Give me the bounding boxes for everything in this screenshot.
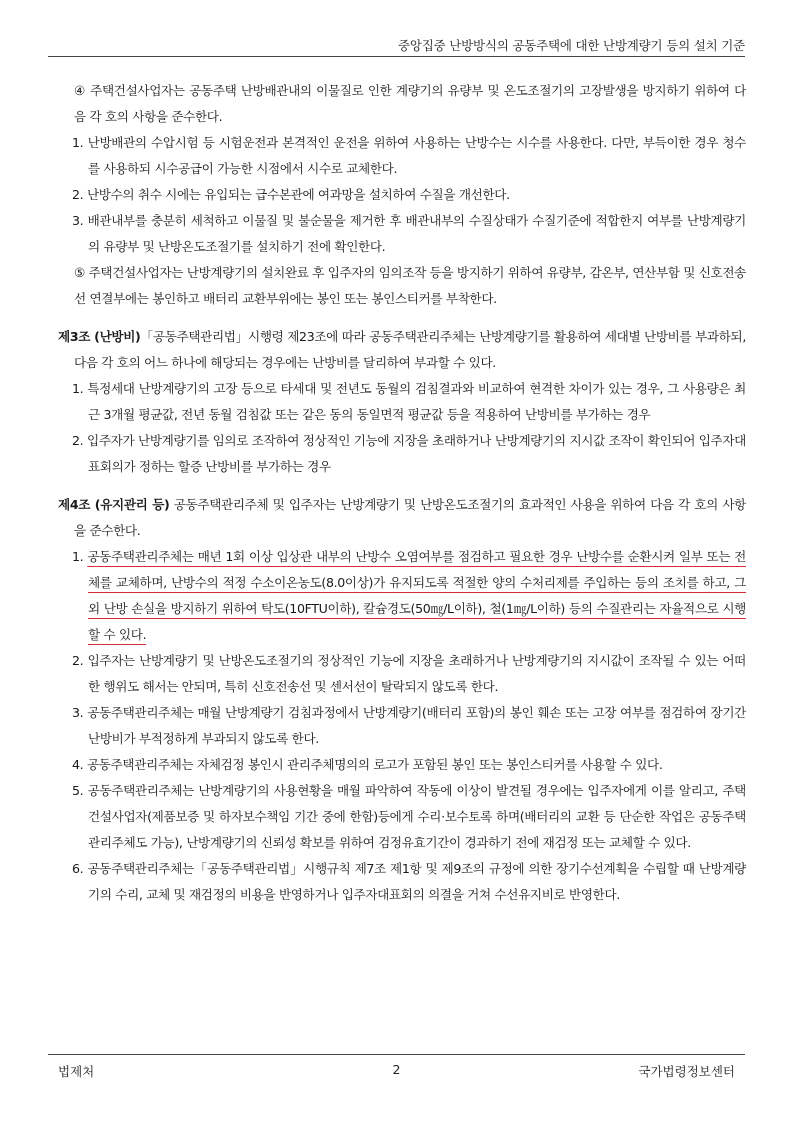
- footer-divider: [48, 1054, 745, 1055]
- article4-item-1-underlined-text: 공동주택관리주체는 매년 1회 이상 입상관 내부의 난방수 오염여부를 점검하고 필요한 경우 난방수를 순환시켜 일부 또는 전체를 교체하며, 난방수의 적정 수소이온농도(8.0이상)가 유지되도록 적절한 양의 수처리제를 주입하는 등의 조치를 하고, 그 외 난방 손실을 방지하기 위하여 탁도(10FTU이하), 칼슘경도(50㎎/L이하), 철(1㎎/L이하) 등의 수질관리는 자율적으로 시행할 수 있다.: [87, 549, 746, 642]
- article2-paragraph-5: ⑤ 주택건설사업자는 난방계량기의 설치완료 후 입주자의 임의조작 등을 방지하기 위하여 유량부, 감온부, 연산부함 및 신호전송선 연결부에는 봉인하고 배터리 교환부위에는 봉인 또는 봉인스티커를 부착한다.: [74, 265, 746, 306]
- article3-heading-paragraph: [58, 324, 746, 376]
- footer-source: 국가법령정보센터: [638, 1064, 735, 1079]
- article3-title: 제3조 (난방비): [58, 329, 141, 344]
- article2-item-2: 2. 난방수의 취수 시에는 유입되는 급수본관에 여과망을 설치하여 수질을 개선한다.: [72, 187, 510, 202]
- article2-item-1: 1. 난방배관의 수압시험 등 시험운전과 본격적인 운전을 위하여 사용하는 난방수는 시수를 사용한다. 다만, 부득이한 경우 청수를 사용하되 시수공급이 가능한 시점에서 시수로 교체한다.: [72, 135, 746, 176]
- article4-item-5: 5. 공동주택관리주체는 난방계량기의 사용현황을 매월 파악하여 작동에 이상이 발견될 경우에는 입주자에게 이를 알리고, 주택건설사업자(제품보증 및 하자보수책임 기간 중에 한함)등에게 수리·보수토록 하며(배터리의 교환 등 단순한 작업은 공동주택관리주체도 가능), 난방계량기의 신뢰성 확보를 위하여 검정유효기간이 경과하기 전에 재검정 또는 교체할 수 있다.: [72, 783, 746, 850]
- article3-item-2: 2. 입주자가 난방계량기를 임의로 조작하여 정상적인 기능에 지장을 초래하거나 난방계량기의 지시값 조작이 확인되어 입주자대표회의가 정하는 할증 난방비를 부가하는 경우: [72, 433, 746, 474]
- article4-title: 제4조 (유지관리 등): [58, 497, 170, 512]
- article4-heading-paragraph: [58, 492, 746, 544]
- article2-paragraph-4: ④ 주택건설사업자는 공동주택 난방배관내의 이물질로 인한 계량기의 유량부 및 온도조절기의 고장발생을 방지하기 위하여 다음 각 호의 사항을 준수한다.: [74, 83, 746, 124]
- article4-item-4: 4. 공동주택관리주체는 자체검정 봉인시 관리주체명의의 로고가 포함된 봉인 또는 봉인스티커를 사용할 수 있다.: [72, 757, 663, 772]
- article2-item-3: 3. 배관내부를 충분히 세척하고 이물질 및 불순물을 제거한 후 배관내부의 수질상태가 수질기준에 적합한지 여부를 난방계량기의 유량부 및 난방온도조절기를 설치하기 전에 확인한다.: [72, 213, 746, 254]
- article3-body: 「공동주택관리법」시행령 제23조에 따라 공동주택관리주체는 난방계량기를 활용하여 세대별 난방비를 부과하되, 다음 각 호의 어느 하나에 해당되는 경우에는 난방비를 달리하여 부과할 수 있다.: [74, 329, 746, 370]
- page-number: 2: [392, 1062, 401, 1077]
- article4-item-6: 6. 공동주택관리주체는「공동주택관리법」시행규칙 제7조 제1항 및 제9조의 규정에 의한 장기수선계획을 수립할 때 난방계량기의 수리, 교체 및 재검정의 비용을 반영하거나 입주자대표회의 의결을 거쳐 수선유지비로 반영한다.: [72, 861, 746, 902]
- header-divider: [48, 56, 745, 57]
- article3-item-1: 1. 특정세대 난방계량기의 고장 등으로 타세대 및 전년도 동월의 검침결과와 비교하여 현격한 차이가 있는 경우, 그 사용량은 최근 3개월 평균값, 전년 동월 검침값 또는 같은 동의 동일면적 평균값 등을 적용하여 난방비를 부가하는 경우: [72, 381, 746, 422]
- article2-section: [58, 78, 746, 312]
- document-header-title: 중앙집중 난방방식의 공동주택에 대한 난방계량기 등의 설치 기준: [397, 38, 745, 53]
- article4-section: [58, 492, 746, 908]
- document-body: [58, 78, 746, 908]
- article3-section: [58, 324, 746, 480]
- article4-item-1: [58, 544, 746, 648]
- article4-body: 공동주택관리주체 및 입주자는 난방계량기 및 난방온도조절기의 효과적인 사용을 위하여 다음 각 호의 사항을 준수한다.: [74, 497, 746, 538]
- article4-item-1-number: 1.: [72, 549, 88, 564]
- footer-publisher: 법제처: [58, 1064, 95, 1079]
- article4-item-2: 2. 입주자는 난방계량기 및 난방온도조절기의 정상적인 기능에 지장을 초래하거나 난방계량기의 지시값이 조작될 수 있는 어떠한 행위도 해서는 안되며, 특히 신호전송선 및 센서선이 탈락되지 않도록 한다.: [72, 653, 746, 694]
- article4-item-3: 3. 공동주택관리주체는 매월 난방계량기 검침과정에서 난방계량기(배터리 포함)의 봉인 훼손 또는 고장 여부를 점검하여 장기간 난방비가 부적정하게 부과되지 않도록 한다.: [72, 705, 746, 746]
